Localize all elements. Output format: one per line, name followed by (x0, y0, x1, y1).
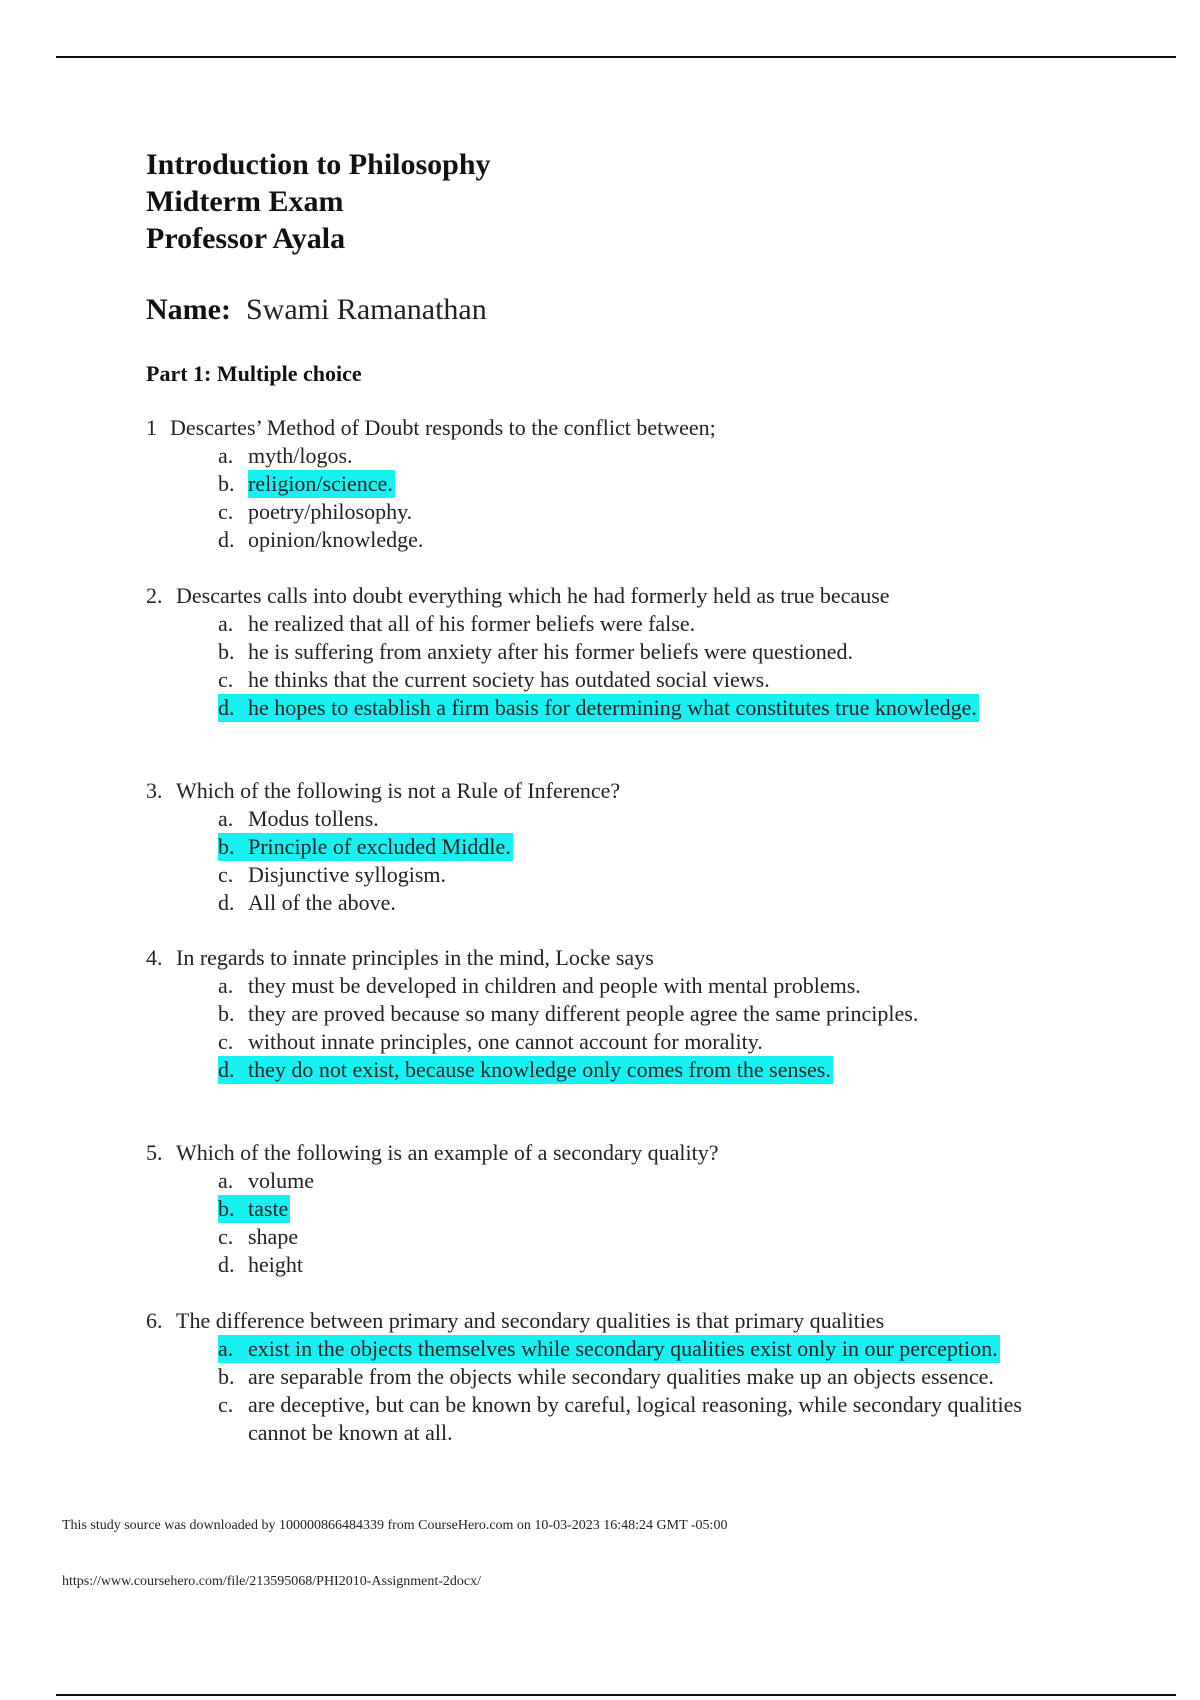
option-c (218, 666, 1146, 694)
option-d (218, 526, 1146, 554)
selected-answer-highlight: exist in the objects themselves while secondary qualities exist only in our perception. (248, 1336, 998, 1361)
option-letter: a. (218, 973, 234, 998)
option-text: without innate principles, one cannot account for morality. (248, 1029, 763, 1054)
option-letter: a. (218, 1335, 248, 1363)
question-text: Descartes’ Method of Doubt responds to the conflict between; (170, 415, 716, 440)
option-list (146, 610, 1146, 722)
option-text: shape (248, 1224, 299, 1249)
option-text: he is suffering from anxiety after his former beliefs were questioned. (248, 639, 853, 664)
professor-name: Professor Ayala (146, 222, 346, 255)
download-notice: This study source was downloaded by 100000866484339 from CourseHero.com on 10-03-2023 16:48:24 GMT -05:00 (62, 1518, 728, 1533)
source-url: https://www.coursehero.com/file/213595068/PHI2010-Assignment-2docx/ (62, 1574, 482, 1589)
option-c (218, 1391, 1146, 1447)
option-list (146, 805, 1146, 917)
question-number: 3. (146, 778, 163, 803)
question-stem (146, 582, 1146, 610)
option-list (146, 1335, 1146, 1447)
option-letter: a. (218, 443, 234, 468)
option-text: are deceptive, but can be known by careful, logical reasoning, while secondary qualities cannot be known at all. (248, 1392, 1022, 1445)
course-title: Introduction to Philosophy (146, 148, 491, 181)
student-name-row (146, 292, 487, 328)
question-stem (146, 944, 1146, 972)
question-text: Which of the following is not a Rule of Inference? (176, 778, 621, 803)
option-letter: b. (218, 1001, 235, 1026)
document-heading (146, 146, 491, 257)
selected-answer-highlight: taste (248, 1196, 289, 1221)
option-letter: b. (218, 471, 235, 496)
option-a (218, 972, 1146, 1000)
option-letter: c. (218, 1392, 234, 1417)
option-c (218, 861, 1146, 889)
question-stem (146, 1139, 1146, 1167)
option-a (218, 610, 1146, 638)
option-text: opinion/knowledge. (248, 527, 424, 552)
option-letter: b. (218, 1364, 235, 1389)
question-stem (146, 414, 1146, 442)
top-rule (56, 56, 1176, 58)
option-letter: c. (218, 667, 234, 692)
part-title: Part 1: Multiple choice (146, 361, 362, 386)
question-number: 5. (146, 1140, 163, 1165)
option-text: All of the above. (248, 890, 396, 915)
option-text: they must be developed in children and people with mental problems. (248, 973, 861, 998)
option-c (218, 498, 1146, 526)
option-letter: b. (218, 1195, 248, 1223)
option-text: he thinks that the current society has outdated social views. (248, 667, 770, 692)
option-text: they are proved because so many different people agree the same principles. (248, 1001, 919, 1026)
selected-answer-highlight: religion/science. (248, 471, 393, 496)
option-c (218, 1028, 1146, 1056)
option-list (146, 1167, 1146, 1279)
option-letter: a. (218, 806, 234, 831)
selected-answer-highlight: they do not exist, because knowledge only comes from the senses. (248, 1057, 831, 1082)
option-b (218, 1363, 1146, 1391)
question-number: 4. (146, 945, 163, 970)
option-letter: d. (218, 1056, 248, 1084)
option-letter: d. (218, 1252, 235, 1277)
option-letter: d. (218, 890, 235, 915)
option-letter: c. (218, 499, 234, 524)
question-3 (146, 777, 1146, 917)
option-d-selected (218, 694, 1146, 722)
option-text: Modus tollens. (248, 806, 379, 831)
option-text: poetry/philosophy. (248, 499, 413, 524)
option-a (218, 442, 1146, 470)
option-letter: c. (218, 862, 234, 887)
question-text: In regards to innate principles in the mind, Locke says (176, 945, 654, 970)
question-4 (146, 944, 1146, 1084)
exam-title: Midterm Exam (146, 185, 344, 218)
option-c (218, 1223, 1146, 1251)
option-d-selected (218, 1056, 1146, 1084)
option-b-selected (218, 1195, 1146, 1223)
option-letter: d. (218, 694, 248, 722)
option-d (218, 1251, 1146, 1279)
option-letter: a. (218, 1168, 234, 1193)
option-list (146, 442, 1146, 554)
question-6 (146, 1307, 1146, 1447)
question-text: Which of the following is an example of a secondary quality? (176, 1140, 719, 1165)
option-text: are separable from the objects while secondary qualities make up an objects essence. (248, 1364, 994, 1389)
option-a (218, 805, 1146, 833)
option-a (218, 1167, 1146, 1195)
option-letter: b. (218, 639, 235, 664)
option-letter: c. (218, 1224, 234, 1249)
question-number: 1 (146, 415, 157, 440)
question-text: Descartes calls into doubt everything which he had formerly held as true because (176, 583, 890, 608)
option-d (218, 889, 1146, 917)
selected-answer-highlight: Principle of excluded Middle. (248, 834, 511, 859)
question-stem (146, 1307, 1146, 1335)
option-b (218, 638, 1146, 666)
bottom-rule (56, 1694, 1176, 1696)
option-a-selected (218, 1335, 1146, 1363)
option-text: he realized that all of his former beliefs were false. (248, 611, 696, 636)
option-text: height (248, 1252, 303, 1277)
option-b-selected (218, 833, 1146, 861)
option-letter: d. (218, 527, 235, 552)
option-letter: c. (218, 1029, 234, 1054)
question-5 (146, 1139, 1146, 1279)
option-b-selected (218, 470, 1146, 498)
question-number: 6. (146, 1308, 163, 1333)
question-number: 2. (146, 583, 163, 608)
question-1 (146, 414, 1146, 554)
option-b (218, 1000, 1146, 1028)
question-stem (146, 777, 1146, 805)
option-letter: b. (218, 833, 248, 861)
student-name: Swami Ramanathan (245, 293, 487, 326)
selected-answer-highlight: he hopes to establish a firm basis for determining what constitutes true knowledge. (248, 695, 977, 720)
option-list (146, 972, 1146, 1084)
name-label: Name: (146, 293, 231, 326)
question-text: The difference between primary and secondary qualities is that primary qualities (176, 1308, 885, 1333)
option-text: myth/logos. (248, 443, 353, 468)
option-text: volume (248, 1168, 314, 1193)
option-text: Disjunctive syllogism. (248, 862, 446, 887)
question-2 (146, 582, 1146, 722)
option-letter: a. (218, 611, 234, 636)
